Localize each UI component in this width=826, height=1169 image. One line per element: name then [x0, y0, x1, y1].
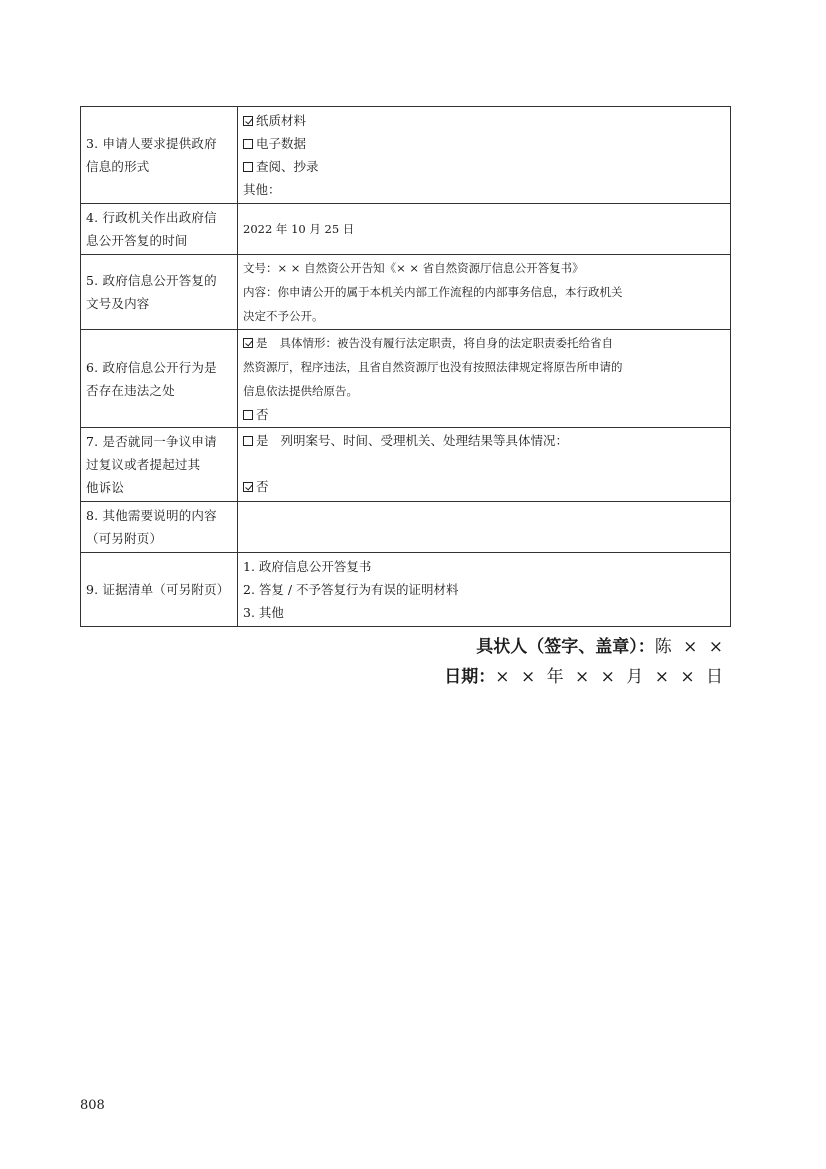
reply-content: 内容：你申请公开的属于本机关内部工作流程的内部事务信息，本行政机关 — [243, 285, 623, 299]
checkbox-checked-icon[interactable] — [243, 116, 253, 126]
form-row-information-form — [81, 107, 731, 204]
checkbox-unchecked-icon[interactable] — [243, 410, 253, 420]
option-paper-material[interactable]: 纸质材料 — [243, 109, 725, 132]
row-content — [238, 107, 731, 204]
date-value: × × 年 × × 月 × × 日 — [495, 667, 726, 687]
date-line — [444, 662, 726, 692]
checkbox-checked-icon[interactable] — [243, 482, 253, 492]
row-label: 5. 政府信息公开答复的 文号及内容 — [81, 255, 238, 330]
row-content — [238, 204, 731, 255]
row-label: 3. 申请人要求提供政府 信息的形式 — [81, 107, 238, 204]
option-no[interactable]: 否 — [243, 475, 725, 498]
row-content — [238, 428, 731, 502]
signature-block — [444, 632, 726, 692]
row-content — [238, 553, 731, 627]
evidence-item: 3. 其他 — [243, 605, 284, 620]
form-row-reply-time — [81, 204, 731, 255]
row-content — [238, 255, 731, 330]
document-number: 文号：× × 自然资公开告知《× × 省自然资源厅信息公开答复书》 — [243, 261, 584, 275]
illegality-detail-continued: 信息依法提供给原告。 — [243, 384, 358, 398]
checkbox-unchecked-icon[interactable] — [243, 436, 253, 446]
page-number: 808 — [80, 1098, 105, 1113]
evidence-item: 2. 答复 / 不予答复行为有误的证明材料 — [243, 582, 459, 597]
reply-date: 2022 年 10 月 25 日 — [243, 222, 355, 236]
signer-label: 具状人（签字、盖章）： — [476, 637, 655, 657]
row-label: 4. 行政机关作出政府信 息公开答复的时间 — [81, 204, 238, 255]
option-yes[interactable]: 是 列明案号、时间、受理机关、处理结果等具体情况： — [243, 429, 725, 452]
checkbox-unchecked-icon[interactable] — [243, 139, 253, 149]
signer-name: 陈 × × — [654, 637, 726, 657]
complaint-form-table — [80, 106, 731, 627]
row-content — [238, 330, 731, 428]
form-row-evidence-list — [81, 553, 731, 627]
row-label: 6. 政府信息公开行为是 否存在违法之处 — [81, 330, 238, 428]
evidence-item: 1. 政府信息公开答复书 — [243, 559, 372, 574]
row-label: 7. 是否就同一争议申请 过复议或者提起过其 他诉讼 — [81, 428, 238, 502]
option-yes[interactable]: 是 具体情形：被告没有履行法定职责，将自身的法定职责委托给省自 — [243, 331, 725, 355]
date-label: 日期： — [444, 667, 496, 687]
option-electronic-data[interactable]: 电子数据 — [243, 132, 725, 155]
form-row-other-notes — [81, 502, 731, 553]
option-other: 其他： — [243, 182, 281, 197]
option-no[interactable]: 否 — [243, 403, 725, 426]
form-row-prior-review — [81, 428, 731, 502]
illegality-detail: 然资源厅，程序违法，且省自然资源厅也没有按照法律规定将原告所申请的 — [243, 360, 623, 374]
row-label: 8. 其他需要说明的内容 （可另附页） — [81, 502, 238, 553]
option-consult-copy[interactable]: 查阅、抄录 — [243, 155, 725, 178]
signer-line — [444, 632, 726, 662]
form-row-reply-document — [81, 255, 731, 330]
form-row-illegality — [81, 330, 731, 428]
reply-content-continued: 决定不予公开。 — [243, 309, 324, 323]
checkbox-checked-icon[interactable] — [243, 338, 253, 348]
row-label: 9. 证据清单（可另附页） — [81, 553, 238, 627]
row-content-empty[interactable] — [238, 502, 731, 553]
checkbox-unchecked-icon[interactable] — [243, 162, 253, 172]
